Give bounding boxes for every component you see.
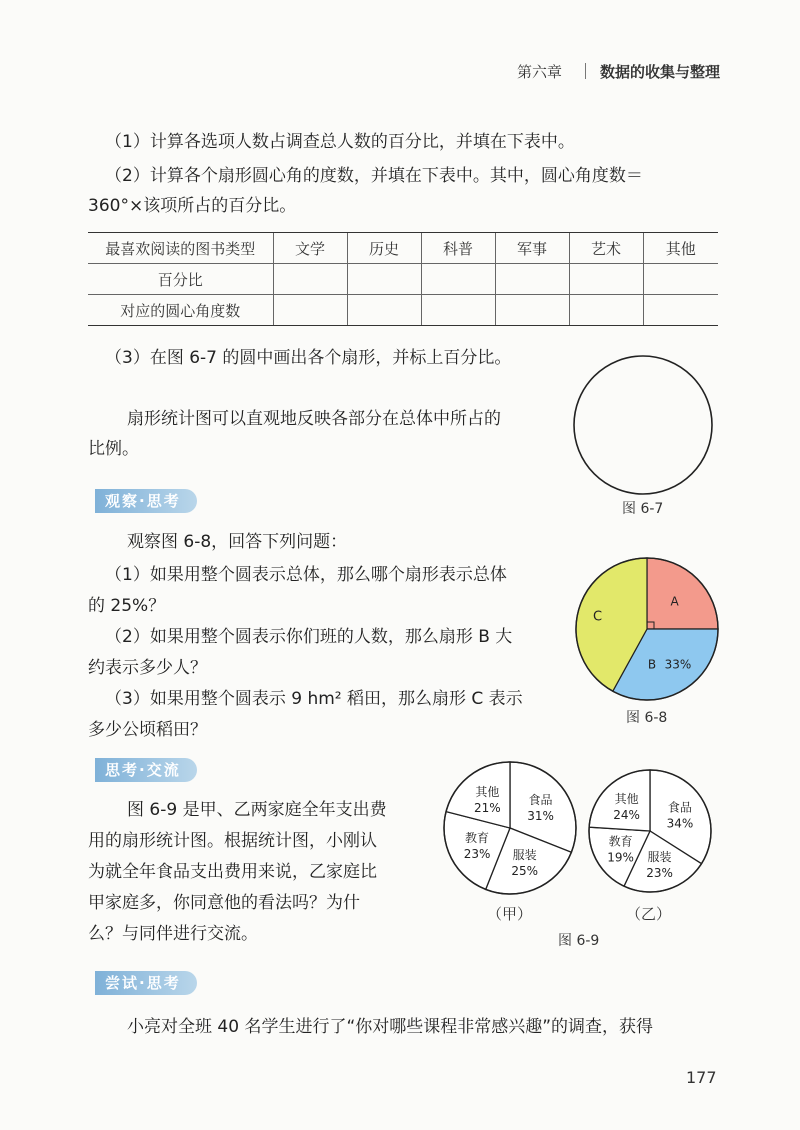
table-row [88,264,718,295]
summary-line-2: 比例。 [88,439,139,459]
discuss-line-2: 用的扇形统计图。根据统计图，小刚认 [88,831,377,851]
table-header-row [88,233,718,264]
table-cell [347,295,421,326]
observe-q2a: （2）如果用整个圆表示你们班的人数，那么扇形 B 大 [105,627,513,647]
table-cell [495,264,569,295]
observe-q1b: 的 25%？ [88,596,166,616]
figure-6-7-caption: 图 6-7 [622,501,664,517]
table-row-label: 百分比 [88,264,273,295]
section-tag-observe: 观察·思考 [95,489,197,513]
section-tag-try: 尝试·思考 [95,971,197,995]
task-step-1: （1）计算各选项人数占调查总人数的百分比，并填在下表中。 [105,132,575,152]
pie-jia-edu-percent: 23% [463,846,491,861]
pie-jia-food-label: 食品 [528,793,553,808]
discuss-line-5: 么？与同伴进行交流。 [88,924,258,944]
observe-q3b: 多少公顷稻田？ [88,720,207,740]
sector-b-label: B [647,657,657,672]
discuss-line-4: 甲家庭多，你同意他的看法吗？为什 [88,893,360,913]
table-header-cell: 历史 [347,233,421,264]
header-divider [585,63,586,79]
pie-yi-food-percent: 34% [666,816,694,831]
pie-jia-clothes-percent: 25% [511,863,539,878]
table-cell [273,264,347,295]
observe-q2b: 约表示多少人？ [88,658,207,678]
reading-survey-table [88,232,718,326]
pie-yi-other-label: 其他 [614,792,639,807]
table-header-cell: 科普 [421,233,495,264]
pie-yi-clothes-percent: 23% [646,865,673,880]
figure-6-8-caption: 图 6-8 [626,710,668,726]
table-header-cell: 艺术 [569,233,643,264]
page-number: 177 [686,1068,717,1087]
sector-b-percent: 33% [664,657,692,672]
pie-jia-label: （甲） [487,905,533,923]
pie-yi-edu-percent: 19% [607,850,634,865]
pie-jia-other-percent: 21% [474,800,501,815]
table-cell [495,295,569,326]
pie-yi-edu-label: 教育 [608,834,633,849]
empty-circle-figure [565,355,720,495]
discuss-line-3: 为就全年食品支出费用来说，乙家庭比 [88,862,377,882]
table-cell [273,295,347,326]
table-row-label: 对应的圆心角度数 [88,295,273,326]
table-cell [569,264,643,295]
pie-yi-other-percent: 24% [613,808,640,823]
table-header-cell: 文学 [273,233,347,264]
summary-line-1: 扇形统计图可以直观地反映各部分在总体中所占的 [127,409,501,429]
task-step-2a: （2）计算各个扇形圆心角的度数，并填在下表中。其中，圆心角度数＝ [105,166,643,186]
table-cell [643,295,718,326]
table-header-cell: 最喜欢阅读的图书类型 [88,233,273,264]
discuss-line-1: 图 6-9 是甲、乙两家庭全年支出费 [127,800,387,820]
pie-slice-a [647,558,718,629]
pie-chart-6-8 [572,555,722,703]
pie-yi-food-label: 食品 [667,800,692,815]
table-row [88,295,718,326]
pie-jia-food-percent: 31% [527,809,554,824]
empty-circle [574,356,712,494]
sector-a-label: A [670,594,679,609]
pie-jia-edu-label: 教育 [465,830,490,845]
pie-yi-clothes-label: 服装 [647,849,672,864]
figure-6-9-caption: 图 6-9 [558,933,600,949]
chapter-label: 第六章 [517,63,563,81]
table-header-cell: 其他 [643,233,718,264]
task-step-2b: 360°×该项所占的百分比。 [88,196,297,216]
table-cell [643,264,718,295]
pie-jia-other-label: 其他 [475,784,500,799]
try-line-1: 小亮对全班 40 名学生进行了“你对哪些课程非常感兴趣”的调查，获得 [127,1017,654,1037]
pie-chart-yi [582,768,718,896]
table-cell [347,264,421,295]
table-cell [421,295,495,326]
pie-chart-jia [440,758,580,898]
table-header-cell: 军事 [495,233,569,264]
pie-jia-clothes-label: 服装 [512,847,537,862]
section-tag-discuss: 思考·交流 [95,758,197,782]
observe-q1a: （1）如果用整个圆表示总体，那么哪个扇形表示总体 [105,565,507,585]
observe-intro: 观察图 6-8，回答下列问题： [127,532,348,552]
observe-q3a: （3）如果用整个圆表示 9 hm² 稻田，那么扇形 C 表示 [105,689,523,709]
pie-yi-label: （乙） [626,905,672,923]
task-step-3: （3）在图 6-7 的圆中画出各个扇形，并标上百分比。 [105,348,512,368]
table-cell [421,264,495,295]
sector-c-label: C [592,609,603,625]
table-cell [569,295,643,326]
chapter-title: 数据的收集与整理 [600,63,721,81]
